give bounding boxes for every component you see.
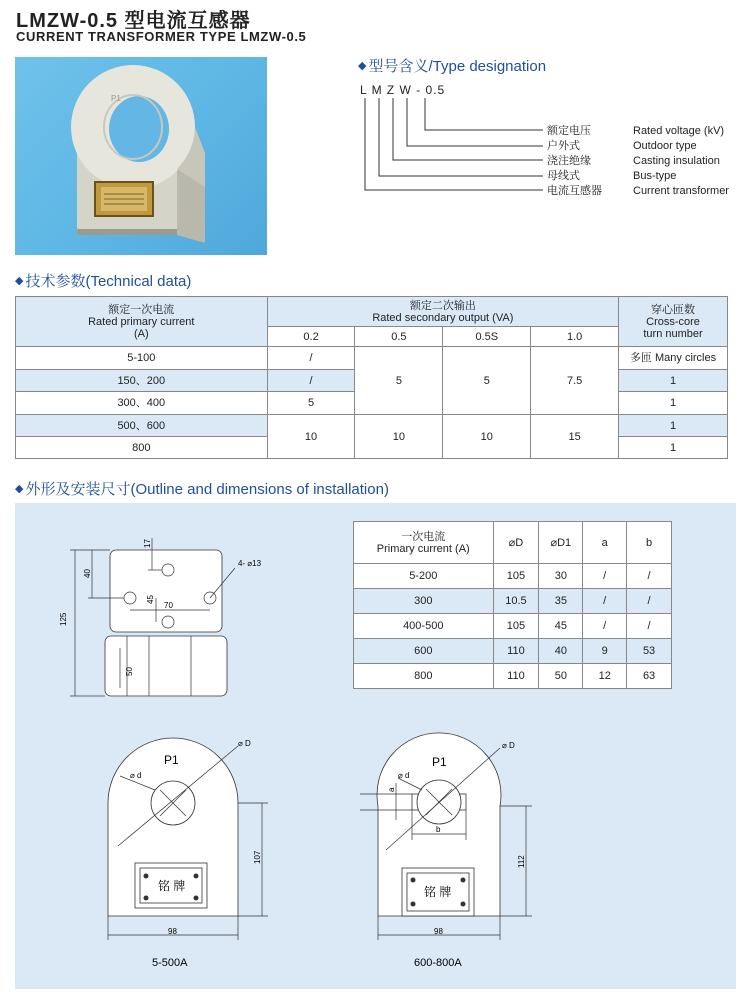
svg-text:⌀ d: ⌀ d xyxy=(398,771,410,780)
table-row: 500、600 10 10 10 15 1 xyxy=(16,415,728,437)
svg-text:45: 45 xyxy=(146,595,155,604)
svg-text:b: b xyxy=(436,825,441,834)
svg-text:铭 牌: 铭 牌 xyxy=(424,885,452,899)
outline-heading: ◆ 外形及安装尺寸(Outline and dimensions of installation) xyxy=(15,481,389,498)
designation-en-list: Rated voltage (kV) Outdoor type Casting insulation Bus-type Current transformer xyxy=(633,125,729,197)
col-primary-current: 额定一次电流 Rated primary current (A) xyxy=(16,297,268,347)
designation-cn-list: 额定电压 户外式 浇注绝缘 母线式 电流互感器 xyxy=(547,125,602,197)
col-turns: 穿心匝数 Cross-core turn number xyxy=(619,297,728,347)
table-row: 5-100 / 5 5 7.5 多匝 Many circles xyxy=(16,347,728,370)
col-primary-current: 一次电流 Primary current (A) xyxy=(354,522,494,564)
svg-text:98: 98 xyxy=(434,927,443,936)
dimension-table: 一次电流 Primary current (A) ⌀D ⌀D1 a b 5-200 105 30 / / 300 10.5 35 / / 400-500 105 45 / / 600 110 40 9 53 800 110 50 12 63 xyxy=(353,521,672,689)
designation-tree xyxy=(355,96,545,196)
svg-text:4- ⌀13: 4- ⌀13 xyxy=(238,559,262,568)
table-row: 600 110 40 9 53 xyxy=(354,639,672,664)
class-header: 0.5S xyxy=(443,327,531,347)
page-title: LMZW-0.5 型电流互感器 xyxy=(16,10,251,32)
class-header: 0.5 xyxy=(355,327,443,347)
table-row: 300、400 5 1 xyxy=(16,392,728,415)
table-row: 300 10.5 35 / / xyxy=(354,589,672,614)
svg-text:P1: P1 xyxy=(432,755,447,769)
svg-text:P1: P1 xyxy=(164,753,179,767)
class-header: 0.2 xyxy=(267,327,355,347)
diamond-icon: ◆ xyxy=(358,60,367,72)
svg-text:112: 112 xyxy=(517,855,526,868)
svg-text:98: 98 xyxy=(168,927,177,936)
class-header: 1.0 xyxy=(531,327,619,347)
table-row: 150、200 / 1 xyxy=(16,370,728,392)
diamond-icon: ◆ xyxy=(15,483,24,495)
page-subtitle: CURRENT TRANSFORMER TYPE LMZW-0.5 xyxy=(16,29,307,44)
product-photo xyxy=(15,57,267,255)
table-row: 400-500 105 45 / / xyxy=(354,614,672,639)
svg-text:⌀ D: ⌀ D xyxy=(238,739,251,748)
type-code: L M Z W - 0.5 xyxy=(360,83,446,97)
svg-text:50: 50 xyxy=(125,667,134,676)
table-row: 800 1 xyxy=(16,437,728,459)
col-secondary-output: 额定二次输出 Rated secondary output (VA) xyxy=(267,297,618,327)
front-view-600-800a xyxy=(340,728,560,978)
designation-heading: ◆ 型号含义/Type designation xyxy=(358,58,547,75)
svg-text:a: a xyxy=(387,787,396,792)
diamond-icon: ◆ xyxy=(15,275,24,287)
table-row: 5-200 105 30 / / xyxy=(354,564,672,589)
svg-text:70: 70 xyxy=(164,601,173,610)
technical-table xyxy=(15,296,728,459)
technical-heading: ◆ 技术参数(Technical data) xyxy=(15,273,192,290)
svg-text:17: 17 xyxy=(143,539,152,548)
svg-text:125: 125 xyxy=(59,612,68,626)
svg-text:⌀ d: ⌀ d xyxy=(130,771,142,780)
caption-5-500a: 5-500A xyxy=(152,957,188,969)
table-row: 800 110 50 12 63 xyxy=(354,664,672,689)
top-view-drawing xyxy=(60,530,300,705)
front-view-5-500a xyxy=(90,728,290,978)
svg-text:107: 107 xyxy=(253,850,262,864)
svg-text:铭 牌: 铭 牌 xyxy=(158,879,186,893)
photo-label: P1 xyxy=(111,94,121,103)
svg-text:40: 40 xyxy=(83,569,92,578)
svg-text:⌀ D: ⌀ D xyxy=(502,741,515,750)
caption-600-800a: 600-800A xyxy=(414,957,462,969)
